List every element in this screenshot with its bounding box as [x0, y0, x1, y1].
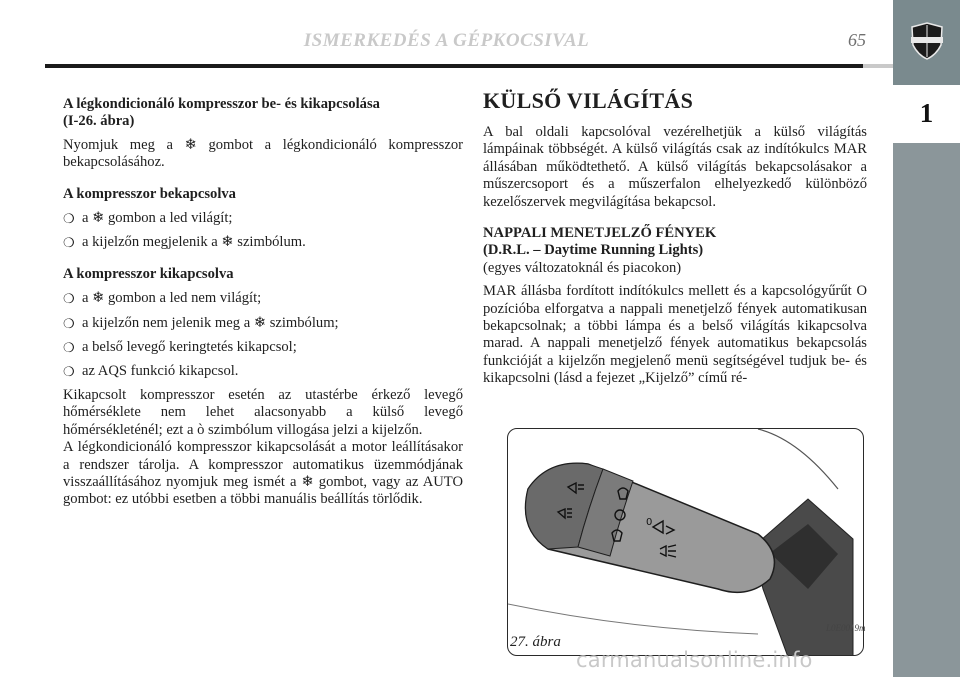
drl-heading-line2: (D.R.L. – Daytime Running Lights) [483, 242, 704, 259]
watermark: carmanualsonline.info [576, 648, 813, 672]
list-item-text: a ❄ gombon a led világít; [82, 210, 233, 227]
chapter-sidebar [893, 0, 960, 677]
exterior-lights-intro: A bal oldali kapcsolóval vezérelhetjük a külső világítás lámpáinak többségét. A külső világítás csak az indítókulcs MAR állásában működtethető. A külső világítás bekapcsolásakor a műszercsoport és a műszerfalon elhelyezkedő különböző kezelőszervek megvilágítása bekapcsol. [483, 124, 867, 210]
running-header-title: ISMERKEDÉS A GÉPKOCSIVAL [303, 30, 590, 51]
bullet-circle-icon: ❍ [63, 291, 75, 307]
compressor-off-heading: A kompresszor kikapcsolva [63, 265, 234, 282]
compressor-on-heading: A kompresszor bekapcsolva [63, 185, 236, 202]
list-item-text: az AQS funkció kikapcsol. [82, 363, 239, 380]
right-column [483, 88, 867, 388]
list-item [63, 210, 463, 227]
header-rule [45, 64, 863, 68]
bullet-circle-icon: ❍ [63, 235, 75, 251]
lower-panel-edge [508, 604, 758, 634]
list-item-text: a belső levegő keringtetés kikapcsol; [82, 339, 297, 356]
light-stalk-illustration [508, 429, 864, 656]
compressor-off-paragraph: Kikapcsolt kompresszor esetén az utastérbe érkező levegő hőmérséklete nem lehet alacsonyabb a külső levegő hőmérsékleténél; ezt a ò szimbólum villogása jelzi a kijelzőn. [63, 386, 463, 438]
left-column [63, 96, 463, 509]
chapter-number: 1 [919, 98, 934, 128]
bullet-circle-icon: ❍ [63, 364, 75, 380]
list-item [63, 339, 463, 356]
drl-note: (egyes változatoknál és piacokon) [483, 259, 682, 276]
compressor-intro: Nyomjuk meg a ❄ gombot a légkondicionáló kompresszor bekapcsolásához. [63, 136, 463, 171]
lancia-logo-icon [908, 21, 946, 61]
list-item-text: a kijelzőn megjelenik a ❄ szimbólum. [82, 234, 306, 251]
drl-paragraph: MAR állásba fordított indítókulcs mellett és a kapcsológyűrűt O pozícióba elforgatva a nappali menetjelző fények automatikusan bekapcsolnak; a többi lámpa és a belső világítás kikapcsolva marad. A nappali menetjelző fények automatikus bekapcsolás funkcióját a kijelzőn megjelenő menü segítségével tudjuk be- és kikapcsolni (lásd a fejezet „Kijelző” című ré- [483, 283, 867, 387]
bullet-circle-icon: ❍ [63, 211, 75, 227]
drl-heading [483, 225, 867, 260]
compressor-heading [63, 96, 463, 131]
compressor-memory-paragraph: A légkondicionáló kompresszor kikapcsolását a motor leállításakor a rendszer tárolja. A kompresszor automatikus üzemmódjának visszaállításához nyomjuk meg ismét a ❄ gombot, vagy az AUTO gombot: ez utóbbi esetben a többi manuális beállítás törlődik. [63, 439, 463, 508]
list-item [63, 315, 463, 332]
list-item [63, 234, 463, 251]
figure-code: L0E0019m [826, 623, 866, 633]
section-title: KÜLSŐ VILÁGÍTÁS [483, 88, 694, 113]
list-item [63, 363, 463, 380]
list-item-text: a kijelzőn nem jelenik meg a ❄ szimbólum; [82, 314, 339, 331]
stalk-label-zero: 0 [646, 517, 653, 528]
list-item [63, 290, 463, 307]
header-rule-accent [863, 64, 893, 68]
bullet-circle-icon: ❍ [63, 340, 75, 356]
bullet-circle-icon: ❍ [63, 315, 75, 331]
figure-light-stalk [507, 428, 864, 656]
drl-heading-line1: NAPPALI MENETJELZŐ FÉNYEK [483, 225, 717, 242]
dashboard-edge [758, 429, 838, 489]
figure-caption: 27. ábra [510, 634, 561, 650]
compressor-heading-line2: (I-26. ábra) [63, 113, 135, 130]
compressor-heading-line1: A légkondicionáló kompresszor be- és kikapcsolása [63, 96, 380, 112]
page-number: 65 [848, 30, 866, 50]
list-item-text: a ❄ gombon a led nem világít; [82, 290, 262, 307]
